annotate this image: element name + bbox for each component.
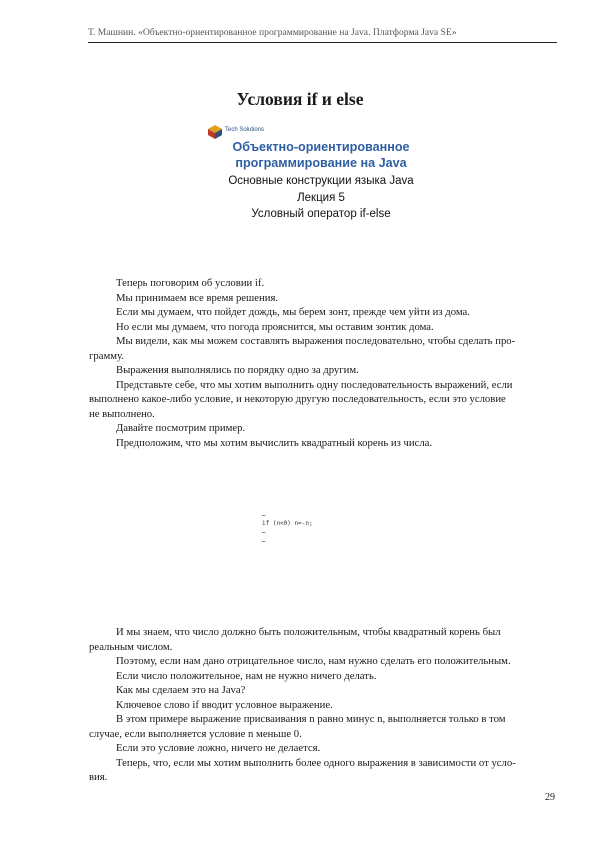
tech-solutions-logo-icon — [207, 124, 223, 140]
text-block-1 — [89, 276, 558, 450]
text-block-2 — [89, 625, 558, 785]
page-number: 29 — [545, 792, 555, 803]
paragraph: Теперь, что, если мы хотим выполнить более одного выражения в зависимости от усло- — [116, 756, 516, 769]
paragraph: Давайте посмотрим пример. — [116, 422, 246, 434]
paragraph-continuation: вия. — [89, 771, 108, 783]
code-line: … — [262, 528, 266, 535]
paragraph: Теперь поговорим об условии if. — [116, 277, 265, 289]
paragraph: Как мы сделаем это на Java? — [116, 684, 246, 696]
slide-line-subject: Условный оператор if-else — [251, 208, 391, 220]
paragraph: Мы видели, как мы можем составлять выражения последовательно, чтобы сделать про- — [116, 335, 516, 347]
logo-text: Tech Solutions — [225, 127, 265, 133]
paragraph: Выражения выполнялись по порядку одно за другим. — [116, 364, 359, 376]
paragraph: Но если мы думаем, что погода прояснится, мы оставим зонтик дома. — [116, 320, 434, 333]
paragraph: Если это условие ложно, ничего не делается. — [116, 742, 321, 754]
code-line: … — [262, 511, 266, 518]
paragraph: Мы принимаем все время решения. — [116, 291, 279, 304]
lecture-slide-image — [205, 118, 437, 255]
slide-line-lecture: Лекция 5 — [297, 192, 345, 204]
running-head: Т. Машнин. «Объектно-ориентированное программирование на Java. Платформа Java SE» — [88, 27, 457, 38]
paragraph-continuation: не выполнено. — [89, 407, 155, 420]
paragraph-continuation: реальным числом. — [89, 640, 173, 653]
code-line: if (n<0) n=-n; — [262, 519, 313, 527]
slide-heading — [205, 139, 437, 171]
paragraph: Поэтому, если нам дано отрицательное число, нам нужно сделать его положительным. — [116, 655, 511, 667]
paragraph: И мы знаем, что число должно быть положительным, чтобы квадратный корень был — [116, 626, 501, 638]
paragraph: В этом примере выражение присваивания n равно минус n, выполняется только в том — [116, 713, 506, 725]
slide-line-topic: Основные конструкции языка Java — [228, 175, 414, 187]
paragraph: Если число положительное, нам не нужно ничего делать. — [116, 669, 377, 682]
slide-heading-line-1: Объектно-ориентированное — [232, 140, 410, 154]
header-rule — [88, 42, 557, 43]
section-title: Условия if и else — [236, 89, 364, 109]
paragraph: Представьте себе, что мы хотим выполнить одну последовательность выражений, если — [116, 378, 513, 391]
paragraph-continuation: выполнено какое-либо условие, и некоторую другую последовательность, если это условие — [89, 393, 506, 405]
paragraph: Предположим, что мы хотим вычислить квадратный корень из числа. — [116, 436, 433, 449]
paragraph: Если мы думаем, что пойдет дождь, мы берем зонт, прежде чем уйти из дома. — [116, 306, 470, 318]
slide-heading-line-2: программирование на Java — [235, 156, 407, 170]
paragraph-continuation: случае, если выполняется условие n меньше 0. — [89, 727, 302, 740]
code-snippet-image — [262, 511, 382, 545]
paragraph: Ключевое слово if вводит условное выражение. — [116, 698, 333, 711]
paragraph-continuation: грамму. — [89, 349, 124, 362]
code-line: … — [262, 536, 266, 544]
